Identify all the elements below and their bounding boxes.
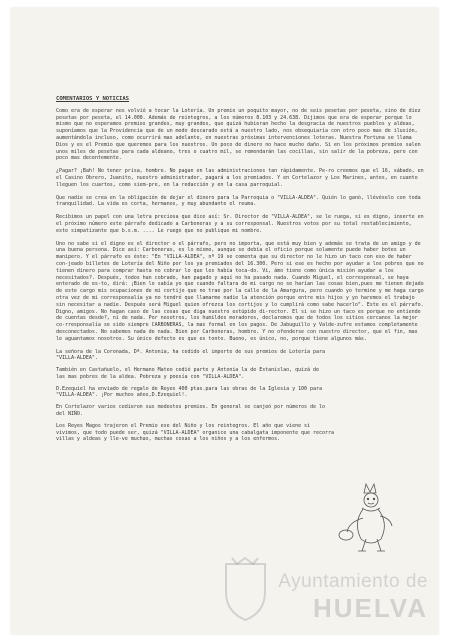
watermark-line-1: Ayuntamiento de <box>278 571 428 592</box>
watermark-line-2: HUELVA <box>312 593 428 623</box>
document-heading: COMENTARIOS Y NOTICIAS <box>56 96 129 102</box>
coat-of-arms-watermark <box>218 554 273 624</box>
paragraph-reyes-magos: Los Reyes Magos trajeron el Premio ese del Niño y los reintegros. El año que viene si vivimos, que todo puede ser, quizá "VILLA-ALDEA" organice una cabalgata imponente que recorra villas y aldeas y lle-ve muchas, muchas cosas a los niños y a los enfermos. <box>56 422 334 443</box>
paragraph-castanuelo: También en Castañuelo, el Hermano Mateo cedió parte y Antonia la de Estanislao, quizá de las mas pobres de la aldea. Pobreza y poesía con "VILLA-ALDEA". <box>56 367 319 380</box>
document-body <box>56 96 426 448</box>
clown-illustration <box>336 478 406 558</box>
paragraph-carboneras: Uno no sabe si el digno es el director o el párrafo, pero no importa, que está muy bien y además se trata de un amigo y de una buena persona. Dice así: Carboneras, es lo mismo, aunque se debía el oficio porque solamente puede haber botes un manipero. Y el párrafo es éste: "En "VILLA-ALDEA", nº 19 se comenta que su director no le hizo un taco con eso de haber con-jeado billetes de Lotería del Niño por los ya premiados del 16.300. Pero si ese es hecho por ayudar a los pobres que no tienen dinero para comprar hasta no cobrar lo que les había toca-do. Vi, ámo tiene como única misión ayudar a los necesitados?. Después, todos han cobrado, han pagado y aquí no ha pasado nada. Cuando Miguel, el corresponsal, se haya enterado de es-to, dirá: ¡Bien lo sabía yo que cuando faltara de mi cargo no se harían las cosas bien,pues me tienen dejado de este cargo mis ocupaciones de mi cortijo que no trae por la calle de la Amargura, pero cuando yo termine y me haga cargo otra vez de mi corresponsalía ya no tendré que llamarme nadie la atención porque entre mis hijos y yo haremos el trabajo sin necesitar a nadie. Después será Miguel quien ofrezca los cortijos y lo cumplirá como sabe hacerlo". Este es el párrafo. Digno, amigos. No hagan caso de las cosas que diga nuestro estúpido di-rector. El si se hizo un taco es porque no entiende de cuentas desde?, ni de nada. Por nosotros, los humildes moradores, declaremos que de todos los sitios cercanos la mejor co-rresponsalía se sido siempre CARBONERAS, la mas formal en los pagos. De Jabuguillo y Valde-zufre estamos completamente desconectados. No sabemos nada de nada. Bien por Carboneras, hombre. Y no ofenderse con nuestro director, que el fin, mas le aguantamos nosotros. Su único defecto es que es tonto. Bueno, es único, no, porque tiene algunos más. <box>56 240 424 342</box>
document-page <box>11 8 438 634</box>
archive-watermark <box>278 571 428 624</box>
paragraph-letter: Recibimos un papel con una letra preciosa que dice así: Sr. Director de "VILLA-ALDEA", se le ruega, si es digno, inserte en el próximo número este párrafo dedicado a Carboneras y a su corresponsal. Nuestros votos por su total restablecimiento, este simpatizante que b.s.m. .... Le ruego que no publique mi nombre. <box>56 214 424 234</box>
paragraph-coronada: La señora de la Coronada, Dª. Antonia, ha cedido el importe de sus premios de Lotería para "VILLA-ALDEA". <box>56 348 325 362</box>
paragraph-lottery: Como era de esperar nos volvió a tocar la Lotería. Un premio un poquito mayor, no de seis pesetas por peseta, sino de diez pesetas por peseta, el 14.000. Además de reintegros, a los números 8.103 y 24.638. Dijimos que era de esperar porque lo mismo que no esperamos premios grandes, muy grandes, que quizá hubieran hecho la desgracia de nuestros pueblos y aldeas, suponíamos que la Providencia que de un modo descarado está a nuestro lado, nos obsequiaría con otro poco mas de ilusión, aumentándola incluso, como ocurrirá mas adelante, en nuestras próximas intervenciones loteras. Nuestra Fortuna se llama Dios y es el Premio que queremos para los nuestros. Un poco de dinero no hace mucho daño. Si en los próximos premios salen unos miles de pesetas para cada aldeano, tres o cuatro mil, se remendarán las cocillas, sin salir de la pobreza, pero con poco mas decentemente. <box>56 107 421 162</box>
paragraph-ezequiel: D.Ezequiel ha enviado de regalo de Reyes 400 ptas.para las obras de la Iglesia y 100 para "VILLA-ALDEA". ¡Por muchos años,D.Ezequiel!. <box>56 385 322 399</box>
paragraph-payment: ¿Pagar? ¡Bah! No tener prisa, hombre. No pagan en las administraciones tan rápidamente. Pe-ro creemos que el 16, sábado, en el Casino Obrero, Juanito, nuestro administrador, pagará a los premiados. Y en Cortelazor y Los Marines, antes, en cuanto lleguen los cuartos, como siem-pre, en la redacción y en la casa parroquial. <box>56 168 424 188</box>
paragraph-cortelazor: En Cortelazor varios cedieron sus modestos premios. En general se canjeó por números de lo del NIÑO. <box>56 404 325 418</box>
paragraph-parish: Que nadie se crea en la obligación de dejar el dinero para la Parroquia o "VILLA-ALDEA". Quién lo ganó, llévéselo con toda tranquilidad. La vida es corta, hermanos, y muy abundante el reuma. <box>56 194 421 208</box>
